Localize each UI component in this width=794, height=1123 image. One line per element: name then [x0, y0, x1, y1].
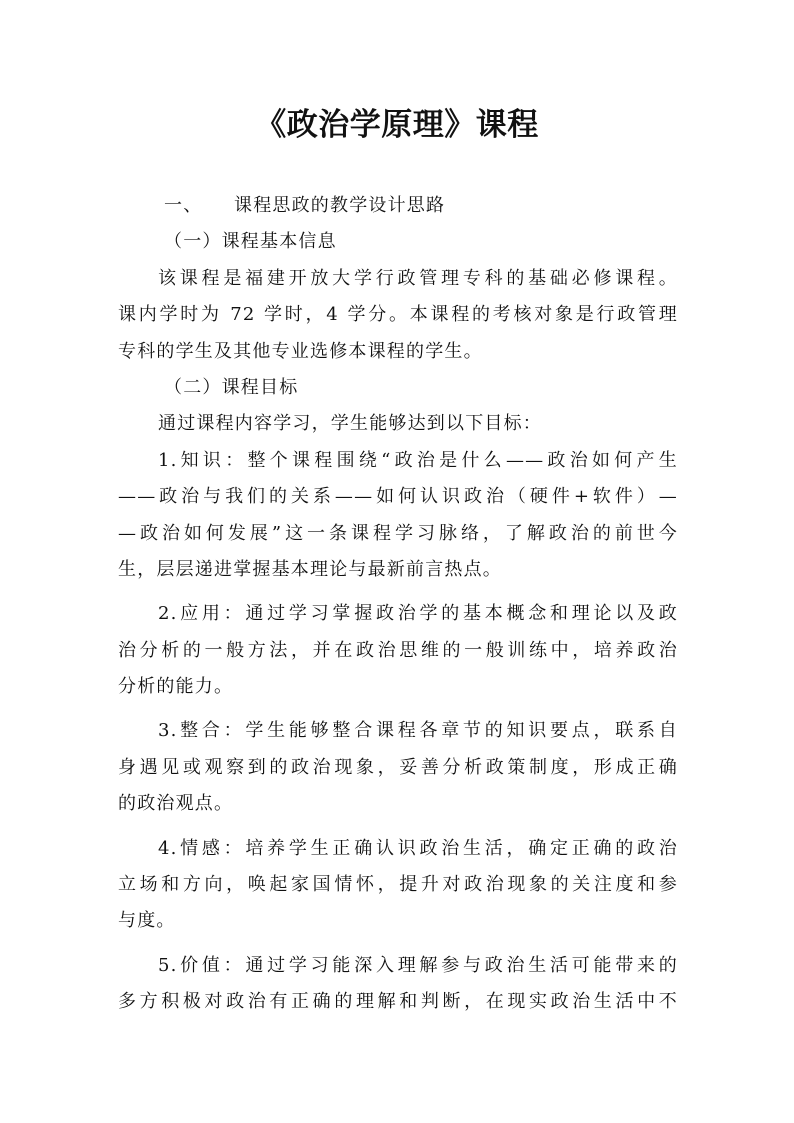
document-title: 《政治学原理》课程 [255, 107, 539, 143]
section-heading [118, 188, 678, 224]
goal-application-line: 2.应用：通过学习掌握政治学的基本概念和理论以及政 [158, 603, 678, 625]
goal-application-line: 分析的能力。 [118, 676, 234, 698]
goal-application-line: 治分析的一般方法，并在政治思维的一般训练中，培养政治 [118, 639, 678, 661]
document-body [118, 188, 678, 1021]
paragraph-line: 该课程是福建开放大学行政管理专科的基础必修课程。 [158, 267, 678, 289]
section-title: 课程思政的教学设计思路 [234, 195, 446, 216]
goal-knowledge-line: ——政治与我们的关系——如何认识政治（硬件+软件）— [118, 486, 678, 508]
paragraph-line: 通过课程内容学习，学生能够达到以下目标： [158, 413, 542, 435]
goal-knowledge-line: —政治如何发展”这一条课程学习脉络，了解政治的前世今 [118, 522, 678, 544]
paragraph-line: 专科的学生及其他专业选修本课程的学生。 [118, 340, 483, 362]
goal-emotion-line: 与度。 [118, 910, 176, 932]
section-number: 一、 [164, 195, 203, 216]
paragraph-line: 课内学时为 72 学时，4 学分。本课程的考核对象是行政管理 [118, 304, 678, 326]
goal-integration-line: 3.整合：学生能够整合课程各章节的知识要点，联系自 [158, 720, 678, 742]
goal-emotion-line: 4.情感：培养学生正确认识政治生活，确定正确的政治 [158, 837, 678, 859]
subsection-heading-basic-info: （一）课程基本信息 [164, 231, 337, 253]
goal-knowledge-line: 1.知识：整个课程围绕“政治是什么——政治如何产生 [158, 449, 678, 471]
goal-integration-line: 的政治观点。 [118, 793, 234, 815]
goal-value-line: 多方积极对政治有正确的理解和判断，在现实政治生活中不 [118, 991, 678, 1013]
goal-value-line: 5.价值：通过学习能深入理解参与政治生活可能带来的 [158, 954, 678, 976]
goal-integration-line: 身遇见或观察到的政治现象，妥善分析政策制度，形成正确 [118, 756, 678, 778]
goal-knowledge-line: 生，层层递进掌握基本理论与最新前言热点。 [118, 558, 502, 580]
goal-emotion-line: 立场和方向，唤起家国情怀，提升对政治现象的关注度和参 [118, 874, 678, 896]
subsection-heading-goals: （二）课程目标 [164, 376, 299, 398]
